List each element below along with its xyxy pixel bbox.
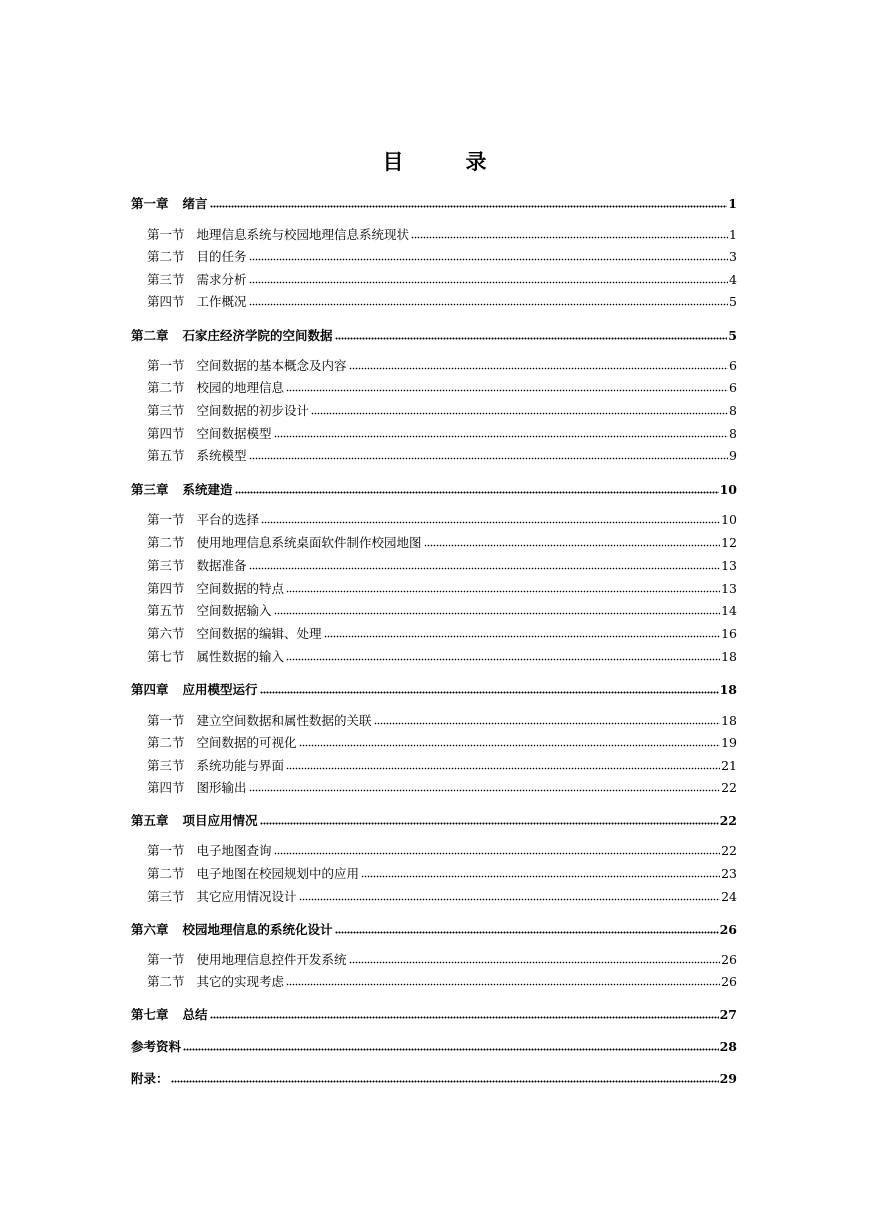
- dot-leader: [286, 658, 720, 661]
- toc-entry-title: 建立空间数据和属性数据的关联: [196, 713, 372, 728]
- toc-page-number: 4: [729, 272, 737, 287]
- toc-entry-title: 绪言: [182, 196, 208, 211]
- dot-leader: [261, 521, 720, 524]
- dot-leader: [286, 767, 720, 770]
- toc-page-number: 18: [719, 682, 737, 697]
- toc-section-entry[interactable]: [131, 950, 737, 968]
- toc-entry-number: 第五章: [131, 813, 169, 828]
- toc-entry-title: 项目应用情况: [182, 813, 258, 828]
- toc-section-entry[interactable]: [131, 533, 737, 551]
- toc-section-entry[interactable]: [131, 510, 737, 528]
- dot-leader: [349, 961, 721, 964]
- toc-entry-title: 属性数据的输入: [196, 649, 285, 664]
- toc-page-number: 18: [721, 649, 737, 664]
- toc-chapter-entry[interactable]: [131, 811, 737, 829]
- toc-entry-number: 第四节: [147, 294, 185, 309]
- toc-entry-number: 第一章: [131, 196, 169, 211]
- toc-entry-title: 系统建造: [182, 482, 233, 497]
- toc-page-number: 26: [721, 952, 737, 967]
- toc-page-number: 19: [721, 735, 737, 750]
- toc-entry-title: 需求分析: [196, 272, 247, 287]
- dot-leader: [286, 590, 720, 593]
- toc-section-entry[interactable]: [131, 225, 737, 243]
- page-title: [0, 146, 869, 176]
- toc-page-number: 26: [719, 922, 737, 937]
- toc-entry-title: 地理信息系统与校园地理信息系统现状: [196, 227, 410, 242]
- toc-entry-number: 第一节: [147, 227, 185, 242]
- toc-page-number: 21: [721, 758, 737, 773]
- toc-page-number: 22: [719, 813, 737, 828]
- toc-entry-title: 空间数据模型: [196, 426, 272, 441]
- toc-entry-title: 校园的地理信息: [196, 380, 285, 395]
- toc-entry-number: 第五节: [147, 448, 185, 463]
- dot-leader: [183, 1048, 719, 1051]
- toc-chapter-entry[interactable]: [131, 326, 737, 344]
- toc-section-entry[interactable]: [131, 247, 737, 265]
- toc-entry-number: 附录：: [131, 1071, 169, 1086]
- toc-entry-title: 石家庄经济学院的空间数据: [182, 328, 333, 343]
- dot-leader: [299, 898, 721, 901]
- toc-page-number: 29: [719, 1071, 737, 1086]
- toc-chapter-entry[interactable]: [131, 194, 737, 212]
- toc-entry-title: 目的任务: [196, 249, 247, 264]
- dot-leader: [411, 236, 728, 239]
- toc-entry-number: 第三章: [131, 482, 169, 497]
- toc-entry-number: 第二节: [147, 535, 185, 550]
- dot-leader: [260, 691, 719, 694]
- toc-entry-title: 空间数据的初步设计: [196, 403, 310, 418]
- toc-entry-number: 第六章: [131, 922, 169, 937]
- dot-leader: [299, 744, 721, 747]
- toc-page-number: 1: [728, 196, 737, 211]
- toc-entry-number: 第六节: [147, 626, 185, 641]
- toc-page-number: 23: [721, 866, 737, 881]
- dot-leader: [335, 337, 728, 340]
- dot-leader: [286, 983, 720, 986]
- toc-entry-number: 第四章: [131, 682, 169, 697]
- toc-section-entry[interactable]: [131, 446, 737, 464]
- toc-entry-title: 应用模型运行: [182, 682, 258, 697]
- dot-leader: [249, 789, 721, 792]
- toc-chapter-entry[interactable]: [131, 480, 737, 498]
- dot-leader: [249, 258, 728, 261]
- toc-page-number: 5: [729, 294, 737, 309]
- toc-entry-number: 第三节: [147, 758, 185, 773]
- dot-leader: [361, 875, 720, 878]
- dot-leader: [335, 931, 719, 934]
- dot-leader: [349, 367, 728, 370]
- toc-entry-title: 电子地图查询: [196, 843, 272, 858]
- toc-section-entry[interactable]: [131, 292, 737, 310]
- toc-section-entry[interactable]: [131, 401, 737, 419]
- toc-entry-title: 使用地理信息控件开发系统: [196, 952, 347, 967]
- toc-entry-number: 第四节: [147, 780, 185, 795]
- toc-page-number: 5: [728, 328, 737, 343]
- toc-section-entry[interactable]: [131, 270, 737, 288]
- toc-entry-title: 空间数据的可视化: [196, 735, 297, 750]
- toc-chapter-entry[interactable]: [131, 1069, 737, 1087]
- dot-leader: [274, 435, 728, 438]
- toc-page-number: 18: [721, 713, 737, 728]
- toc-section-entry[interactable]: [131, 556, 737, 574]
- dot-leader: [210, 205, 728, 208]
- toc-entry-title: 其它应用情况设计: [196, 889, 297, 904]
- toc-section-entry[interactable]: [131, 624, 737, 642]
- toc-page-number: 27: [719, 1007, 737, 1022]
- toc-section-entry[interactable]: [131, 378, 737, 396]
- dot-leader: [260, 822, 719, 825]
- toc-entry-number: 第一节: [147, 358, 185, 373]
- toc-section-entry[interactable]: [131, 356, 737, 374]
- toc-page-number: 14: [721, 603, 737, 618]
- toc-entry-number: 第二节: [147, 380, 185, 395]
- toc-entry-title: 数据准备: [196, 558, 247, 573]
- toc-page-number: 22: [721, 843, 737, 858]
- toc-entry-title: 系统模型: [196, 448, 247, 463]
- toc-chapter-entry[interactable]: [131, 920, 737, 938]
- toc-page-number: 1: [729, 227, 737, 242]
- toc-section-entry[interactable]: [131, 972, 737, 990]
- toc-section-entry[interactable]: [131, 647, 737, 665]
- toc-chapter-entry[interactable]: [131, 1005, 737, 1023]
- toc-page-number: 28: [719, 1039, 737, 1054]
- toc-section-entry[interactable]: [131, 733, 737, 751]
- dot-leader: [274, 852, 721, 855]
- toc-page-number: 8: [729, 426, 737, 441]
- toc-page-number: 16: [721, 626, 737, 641]
- toc-section-entry[interactable]: [131, 887, 737, 905]
- dot-leader: [324, 635, 721, 638]
- toc-entry-number: 第二章: [131, 328, 169, 343]
- dot-leader: [235, 491, 719, 494]
- toc-entry-title: 工作概况: [196, 294, 247, 309]
- toc-entry-title: 图形输出: [196, 780, 247, 795]
- toc-entry-number: 第二节: [147, 974, 185, 989]
- dot-leader: [249, 303, 728, 306]
- toc-section-entry[interactable]: [131, 424, 737, 442]
- toc-section-entry[interactable]: [131, 601, 737, 619]
- toc-entry-number: 第一节: [147, 512, 185, 527]
- toc-entry-number: 第二节: [147, 735, 185, 750]
- toc-entry-number: 第七节: [147, 649, 185, 664]
- toc-entry-number: 第三节: [147, 272, 185, 287]
- toc-page-number: 22: [721, 780, 737, 795]
- toc-entry-number: 第三节: [147, 403, 185, 418]
- toc-section-entry[interactable]: [131, 778, 737, 796]
- toc-entry-number: 第七章: [131, 1007, 169, 1022]
- dot-leader: [374, 722, 721, 725]
- toc-page-number: 3: [729, 249, 737, 264]
- toc-entry-title: 空间数据的特点: [196, 581, 285, 596]
- toc-entry-number: 第三节: [147, 558, 185, 573]
- toc-section-entry[interactable]: [131, 579, 737, 597]
- toc-page-number: 24: [721, 889, 737, 904]
- title-char-1: 目: [382, 149, 404, 174]
- dot-leader: [424, 544, 721, 547]
- toc-chapter-entry[interactable]: [131, 1037, 737, 1055]
- toc-entry-number: 第二节: [147, 249, 185, 264]
- toc-page-number: 10: [719, 482, 737, 497]
- toc-page-number: 12: [721, 535, 737, 550]
- toc-page-number: 6: [729, 358, 737, 373]
- toc-entry-number: 第四节: [147, 426, 185, 441]
- toc-entry-title: 使用地理信息系统桌面软件制作校园地图: [196, 535, 422, 550]
- toc-entry-title: 平台的选择: [196, 512, 260, 527]
- toc-chapter-entry[interactable]: [131, 680, 737, 698]
- toc-page-number: 6: [729, 380, 737, 395]
- toc-entry-title: 总结: [182, 1007, 208, 1022]
- dot-leader: [171, 1080, 719, 1083]
- toc-entry-number: 第一节: [147, 713, 185, 728]
- toc-section-entry[interactable]: [131, 711, 737, 729]
- dot-leader: [286, 389, 728, 392]
- toc-entry-title: 校园地理信息的系统化设计: [182, 922, 333, 937]
- dot-leader: [274, 612, 721, 615]
- toc-entry-title: 空间数据的编辑、处理: [196, 626, 322, 641]
- toc-section-entry[interactable]: [131, 864, 737, 882]
- toc-entry-title: 空间数据的基本概念及内容: [196, 358, 347, 373]
- dot-leader: [249, 567, 721, 570]
- toc-entry-number: 参考资料: [131, 1039, 182, 1054]
- dot-leader: [249, 281, 728, 284]
- toc-entry-number: 第一节: [147, 952, 185, 967]
- toc-page-number: 8: [729, 403, 737, 418]
- toc-page-number: 9: [729, 448, 737, 463]
- toc-entry-title: 系统功能与界面: [196, 758, 285, 773]
- toc-page-number: 13: [721, 558, 737, 573]
- toc-page-number: 26: [721, 974, 737, 989]
- title-char-2: 录: [465, 149, 487, 174]
- toc-entry-title: 其它的实现考虑: [196, 974, 285, 989]
- dot-leader: [311, 412, 728, 415]
- toc-entry-number: 第五节: [147, 603, 185, 618]
- toc-section-entry[interactable]: [131, 756, 737, 774]
- toc-section-entry[interactable]: [131, 841, 737, 859]
- toc-entry-number: 第一节: [147, 843, 185, 858]
- toc-entry-number: 第二节: [147, 866, 185, 881]
- toc-entry-number: 第三节: [147, 889, 185, 904]
- toc-page-number: 10: [721, 512, 737, 527]
- toc-entry-title: 电子地图在校园规划中的应用: [196, 866, 360, 881]
- dot-leader: [210, 1016, 719, 1019]
- toc-entry-title: 空间数据输入: [196, 603, 272, 618]
- toc-entry-number: 第四节: [147, 581, 185, 596]
- dot-leader: [249, 457, 728, 460]
- toc-page-number: 13: [721, 581, 737, 596]
